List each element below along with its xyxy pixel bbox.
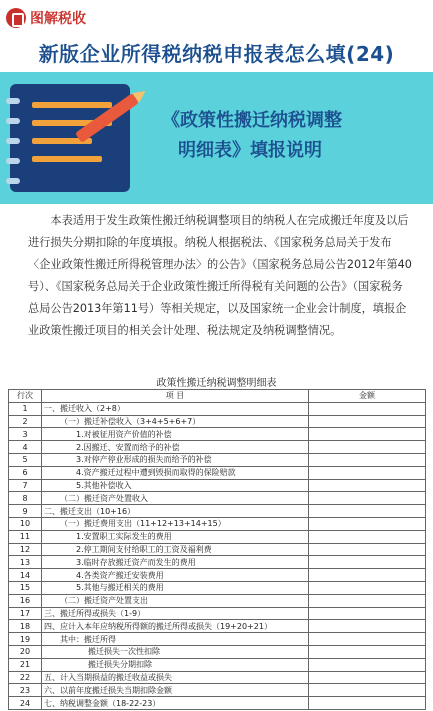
row-number: 23 bbox=[9, 684, 42, 697]
brand-name: 图解税收 bbox=[30, 11, 86, 27]
table-row bbox=[9, 492, 426, 505]
table-row bbox=[9, 697, 426, 710]
row-amount[interactable] bbox=[309, 607, 426, 620]
row-item: 一、搬迁收入（2+8） bbox=[42, 402, 309, 415]
row-amount[interactable] bbox=[309, 684, 426, 697]
table-row bbox=[9, 581, 426, 594]
row-number: 17 bbox=[9, 607, 42, 620]
row-item: 4.资产搬迁过程中遭到毁损而取得的保险赔款 bbox=[42, 466, 309, 479]
table-row bbox=[9, 633, 426, 646]
row-amount[interactable] bbox=[309, 466, 426, 479]
row-item: 四、应计入本年应纳税所得额的搬迁所得或损失（19+20+21） bbox=[42, 620, 309, 633]
row-number: 10 bbox=[9, 517, 42, 530]
table-row bbox=[9, 684, 426, 697]
row-amount[interactable] bbox=[309, 402, 426, 415]
table-row bbox=[9, 402, 426, 415]
row-item: （一）搬迁费用支出（11+12+13+14+15） bbox=[42, 517, 309, 530]
row-item: （二）搬迁资产处置支出 bbox=[42, 594, 309, 607]
table-row bbox=[9, 441, 426, 454]
row-number: 4 bbox=[9, 441, 42, 454]
table-row bbox=[9, 517, 426, 530]
row-number: 5 bbox=[9, 453, 42, 466]
row-item: （二）搬迁资产处置收入 bbox=[42, 492, 309, 505]
row-number: 3 bbox=[9, 428, 42, 441]
row-amount[interactable] bbox=[309, 581, 426, 594]
notebook-icon bbox=[10, 84, 130, 192]
table-title: 政策性搬迁纳税调整明细表 bbox=[156, 378, 277, 389]
table-row bbox=[9, 530, 426, 543]
hero-banner bbox=[0, 72, 433, 204]
table-row bbox=[9, 466, 426, 479]
row-amount[interactable] bbox=[309, 697, 426, 710]
row-item: 3.临时存放搬迁资产而发生的费用 bbox=[42, 556, 309, 569]
row-item: 1.安置职工实际发生的费用 bbox=[42, 530, 309, 543]
row-number: 21 bbox=[9, 658, 42, 671]
row-amount[interactable] bbox=[309, 633, 426, 646]
row-amount[interactable] bbox=[309, 594, 426, 607]
row-item: 二、搬迁支出（10+16） bbox=[42, 505, 309, 518]
row-number: 12 bbox=[9, 543, 42, 556]
table-row bbox=[9, 556, 426, 569]
row-item: 2.因搬迁、安置而给予的补偿 bbox=[42, 441, 309, 454]
row-amount[interactable] bbox=[309, 658, 426, 671]
adjustment-table bbox=[8, 389, 426, 710]
row-item: 七、纳税调整金额（18-22-23） bbox=[42, 697, 309, 710]
row-number: 14 bbox=[9, 569, 42, 582]
table-row bbox=[9, 658, 426, 671]
row-amount[interactable] bbox=[309, 530, 426, 543]
row-number: 6 bbox=[9, 466, 42, 479]
table-row bbox=[9, 453, 426, 466]
row-amount[interactable] bbox=[309, 492, 426, 505]
row-item: 六、以前年度搬迁损失当期扣除金额 bbox=[42, 684, 309, 697]
row-amount[interactable] bbox=[309, 645, 426, 658]
row-amount[interactable] bbox=[309, 620, 426, 633]
row-amount[interactable] bbox=[309, 505, 426, 518]
row-number: 11 bbox=[9, 530, 42, 543]
row-amount[interactable] bbox=[309, 569, 426, 582]
row-amount[interactable] bbox=[309, 441, 426, 454]
row-item: 2.停工期间支付给职工的工资及福利费 bbox=[42, 543, 309, 556]
hero-title-line2: 明细表》填报说明 bbox=[178, 140, 322, 161]
row-number: 2 bbox=[9, 415, 42, 428]
row-amount[interactable] bbox=[309, 479, 426, 492]
row-amount[interactable] bbox=[309, 415, 426, 428]
table-row bbox=[9, 479, 426, 492]
table-row bbox=[9, 671, 426, 684]
table-row bbox=[9, 543, 426, 556]
row-amount[interactable] bbox=[309, 517, 426, 530]
table-row bbox=[9, 607, 426, 620]
row-number: 24 bbox=[9, 697, 42, 710]
row-item: 搬迁损失一次性扣除 bbox=[42, 645, 309, 658]
row-number: 18 bbox=[9, 620, 42, 633]
row-number: 16 bbox=[9, 594, 42, 607]
row-number: 1 bbox=[9, 402, 42, 415]
row-item: 其中：搬迁所得 bbox=[42, 633, 309, 646]
row-number: 15 bbox=[9, 581, 42, 594]
table-row bbox=[9, 505, 426, 518]
col-header-row-no: 行次 bbox=[9, 390, 42, 403]
row-item: 5.其他与搬迁相关的费用 bbox=[42, 581, 309, 594]
brand-logo bbox=[6, 8, 86, 28]
brand-icon bbox=[6, 8, 26, 28]
table-row bbox=[9, 594, 426, 607]
row-number: 19 bbox=[9, 633, 42, 646]
row-item: 3.对停产停业形成的损失而给予的补偿 bbox=[42, 453, 309, 466]
row-item: 5.其他补偿收入 bbox=[42, 479, 309, 492]
row-number: 9 bbox=[9, 505, 42, 518]
intro-paragraph: 本表适用于发生政策性搬迁纳税调整项目的纳税人在完成搬迁年度及以后进行损失分期扣除的年度填报。纳税人根据税法、《国家税务总局关于发布〈企业政策性搬迁所得税管理办法〉的公告》（国家税务总局公告2012年第40号）、《国家税务总局关于企业政策性搬迁所得税有关问题的公告》（国家税务总局公告2013年第11号）等相关规定，以及国家统一企业会计制度，填报企业政策性搬迁项目的相关会计处理、税法规定及纳税调整情况。 bbox=[28, 214, 412, 337]
row-item: 4.各类资产搬迁安装费用 bbox=[42, 569, 309, 582]
row-amount[interactable] bbox=[309, 671, 426, 684]
col-header-amount: 金额 bbox=[309, 390, 426, 403]
hero-title bbox=[162, 106, 422, 166]
row-number: 7 bbox=[9, 479, 42, 492]
row-number: 20 bbox=[9, 645, 42, 658]
row-item: （一）搬迁补偿收入（3+4+5+6+7） bbox=[42, 415, 309, 428]
row-number: 22 bbox=[9, 671, 42, 684]
row-amount[interactable] bbox=[309, 428, 426, 441]
table-row bbox=[9, 645, 426, 658]
table-header-row bbox=[9, 390, 426, 403]
row-item: 三、搬迁所得或损失（1-9） bbox=[42, 607, 309, 620]
table-row bbox=[9, 620, 426, 633]
row-amount[interactable] bbox=[309, 453, 426, 466]
top-bar bbox=[0, 0, 433, 40]
row-amount[interactable] bbox=[309, 543, 426, 556]
row-item: 五、计入当期损益的搬迁收益或损失 bbox=[42, 671, 309, 684]
row-item: 1.对被征用资产价值的补偿 bbox=[42, 428, 309, 441]
hero-title-line1: 《政策性搬迁纳税调整 bbox=[162, 110, 342, 131]
table-row bbox=[9, 569, 426, 582]
col-header-item: 项 目 bbox=[42, 390, 309, 403]
row-number: 8 bbox=[9, 492, 42, 505]
row-amount[interactable] bbox=[309, 556, 426, 569]
table-row bbox=[9, 428, 426, 441]
table-row bbox=[9, 415, 426, 428]
page-title: 新版企业所得税纳税申报表怎么填(24) bbox=[38, 42, 395, 66]
row-number: 13 bbox=[9, 556, 42, 569]
row-item: 搬迁损失分期扣除 bbox=[42, 658, 309, 671]
